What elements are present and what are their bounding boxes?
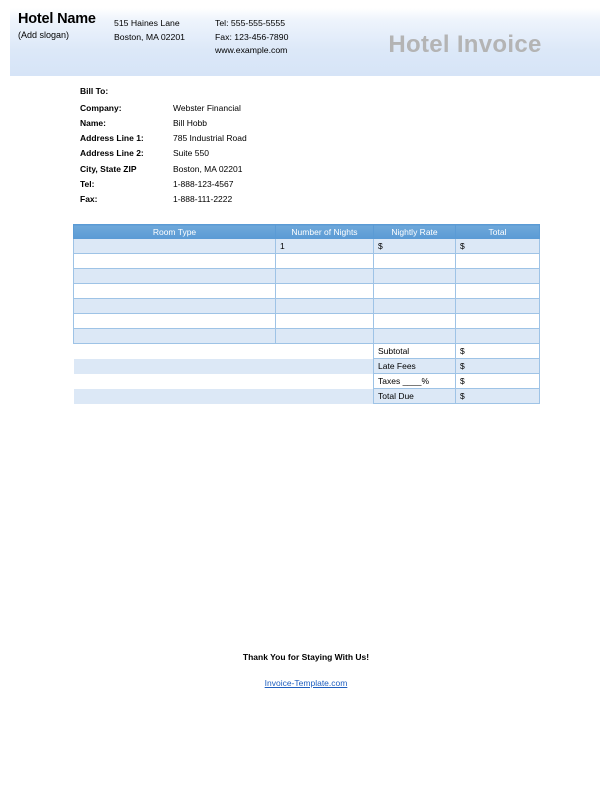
- hotel-fax: Fax: 123-456-7890: [215, 31, 289, 42]
- cell-total[interactable]: [456, 254, 540, 269]
- cell-nights[interactable]: 1: [276, 239, 374, 254]
- bill-to-label: City, State ZIP: [80, 163, 137, 174]
- bill-to-label: Address Line 1:: [80, 133, 144, 144]
- bill-to-row: [80, 118, 247, 133]
- hotel-contact-block: [215, 17, 288, 58]
- bill-to-label: Company:: [80, 102, 122, 113]
- spacer-cell: [276, 389, 374, 404]
- cell-total[interactable]: $: [456, 239, 540, 254]
- totals-label-taxes: Taxes ____%: [374, 374, 456, 389]
- totals-label-total-due: Total Due: [374, 389, 456, 404]
- bill-to-value: Webster Financial: [173, 102, 241, 113]
- totals-value-total-due[interactable]: $: [456, 389, 540, 404]
- invoice-line-items-table: [73, 224, 540, 404]
- hotel-slogan: (Add slogan): [18, 30, 70, 40]
- cell-total[interactable]: [456, 269, 540, 284]
- cell-rate[interactable]: [374, 254, 456, 269]
- footer-link-wrapper: [0, 678, 612, 688]
- bill-to-label: Tel:: [80, 178, 95, 189]
- table-row[interactable]: [74, 284, 540, 299]
- hotel-website: www.example.com: [215, 45, 288, 55]
- totals-label-subtotal: Subtotal: [374, 344, 456, 359]
- cell-total[interactable]: [456, 284, 540, 299]
- bill-to-value: Boston, MA 02201: [173, 163, 243, 174]
- bill-to-row: [80, 164, 247, 179]
- spacer-cell: [276, 359, 374, 374]
- cell-rate[interactable]: [374, 329, 456, 344]
- cell-room-type[interactable]: [74, 299, 276, 314]
- bill-to-section: [80, 86, 247, 210]
- bill-to-row: [80, 133, 247, 148]
- column-header-total: Total: [456, 225, 540, 239]
- cell-total[interactable]: [456, 329, 540, 344]
- cell-rate[interactable]: [374, 269, 456, 284]
- totals-row-taxes[interactable]: [74, 374, 540, 389]
- hotel-tel: Tel: 555-555-5555: [215, 18, 286, 28]
- address-line-2: Boston, MA 02201: [114, 31, 185, 42]
- cell-nights[interactable]: [276, 299, 374, 314]
- spacer-cell: [74, 374, 276, 389]
- table-row[interactable]: [74, 329, 540, 344]
- table-row[interactable]: [74, 254, 540, 269]
- spacer-cell: [74, 389, 276, 404]
- cell-nights[interactable]: [276, 314, 374, 329]
- cell-nights[interactable]: [276, 269, 374, 284]
- cell-rate[interactable]: [374, 299, 456, 314]
- column-header-room-type: Room Type: [74, 225, 276, 239]
- cell-total[interactable]: [456, 314, 540, 329]
- cell-nights[interactable]: [276, 254, 374, 269]
- spacer-cell: [276, 374, 374, 389]
- bill-to-heading: Bill To:: [80, 86, 109, 96]
- bill-to-row: [80, 179, 247, 194]
- totals-row-late-fees[interactable]: [74, 359, 540, 374]
- cell-room-type[interactable]: [74, 329, 276, 344]
- column-header-number-of-nights: Number of Nights: [276, 225, 374, 239]
- bill-to-value: Bill Hobb: [173, 117, 208, 128]
- cell-room-type[interactable]: [74, 254, 276, 269]
- table-row[interactable]: [74, 299, 540, 314]
- address-line-1: 515 Haines Lane: [114, 18, 180, 28]
- bill-to-label: Address Line 2:: [80, 148, 144, 159]
- cell-room-type[interactable]: [74, 314, 276, 329]
- cell-nights[interactable]: [276, 329, 374, 344]
- cell-total[interactable]: [456, 299, 540, 314]
- bill-to-value: 1-888-111-2222: [173, 194, 233, 205]
- bill-to-label: Fax:: [80, 194, 98, 205]
- column-header-nightly-rate: Nightly Rate: [374, 225, 456, 239]
- spacer-cell: [74, 359, 276, 374]
- totals-value-subtotal[interactable]: $: [456, 344, 540, 359]
- spacer-cell: [276, 344, 374, 359]
- bill-to-value: Suite 550: [173, 148, 209, 159]
- cell-rate[interactable]: [374, 314, 456, 329]
- hotel-name: Hotel Name: [18, 11, 96, 27]
- document-title: Hotel Invoice: [388, 31, 542, 58]
- totals-label-late-fees: Late Fees: [374, 359, 456, 374]
- cell-rate[interactable]: [374, 284, 456, 299]
- table-header-row: [74, 225, 540, 239]
- bill-to-row: [80, 194, 247, 209]
- footer-thank-you-message: Thank You for Staying With Us!: [242, 652, 370, 662]
- totals-value-taxes[interactable]: $: [456, 374, 540, 389]
- bill-to-value: 785 Industrial Road: [173, 133, 247, 144]
- bill-to-label: Name:: [80, 117, 106, 128]
- bill-to-row: [80, 103, 247, 118]
- totals-row-total-due[interactable]: [74, 389, 540, 404]
- totals-row-subtotal[interactable]: [74, 344, 540, 359]
- cell-room-type[interactable]: [74, 239, 276, 254]
- bill-to-value: 1-888-123-4567: [173, 178, 234, 189]
- spacer-cell: [74, 344, 276, 359]
- totals-value-late-fees[interactable]: $: [456, 359, 540, 374]
- bill-to-row: [80, 148, 247, 163]
- invoice-header-band: [10, 8, 600, 76]
- invoice-template-link[interactable]: Invoice-Template.com: [264, 678, 348, 688]
- cell-nights[interactable]: [276, 284, 374, 299]
- table-row[interactable]: [74, 314, 540, 329]
- cell-rate[interactable]: $: [374, 239, 456, 254]
- cell-room-type[interactable]: [74, 284, 276, 299]
- hotel-address-block: [114, 17, 185, 44]
- table-row[interactable]: [74, 269, 540, 284]
- cell-room-type[interactable]: [74, 269, 276, 284]
- table-row[interactable]: [74, 239, 540, 254]
